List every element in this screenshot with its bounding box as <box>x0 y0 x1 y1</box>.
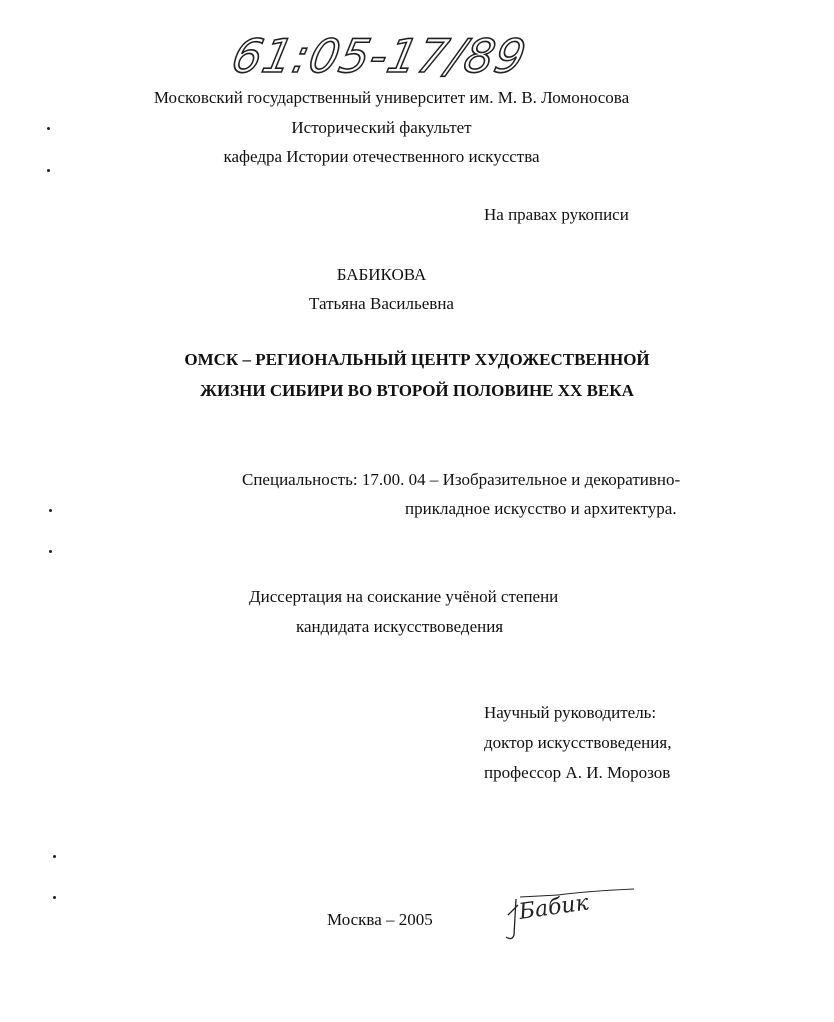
margin-speck <box>47 127 50 130</box>
margin-speck <box>49 550 52 553</box>
handwritten-signature <box>498 875 638 945</box>
supervisor-name: профессор А. И. Морозов <box>484 763 671 782</box>
handwritten-archive-number <box>227 14 532 94</box>
specialty-line1: Специальность: 17.00. 04 – Изобразительное и декоративно- <box>242 470 681 489</box>
signature-text: Бабик <box>517 890 591 925</box>
archive-number-text: 61:05-17/89 <box>227 29 532 83</box>
faculty-name: Исторический факультет <box>291 118 472 137</box>
manuscript-note: На правах рукописи <box>484 205 629 224</box>
city-year: Москва – 2005 <box>327 910 433 929</box>
margin-speck <box>53 855 56 858</box>
margin-speck <box>47 169 50 172</box>
degree-line2: кандидата искусствоведения <box>296 617 504 636</box>
author-given-names: Татьяна Васильевна <box>309 294 454 313</box>
supervisor-degree: доктор искусствоведения, <box>484 733 672 752</box>
specialty-line2: прикладное искусство и архитектура. <box>405 499 677 518</box>
dissertation-title-line2: ЖИЗНИ СИБИРИ ВО ВТОРОЙ ПОЛОВИНЕ ХХ ВЕКА <box>200 381 634 400</box>
degree-line1: Диссертация на соискание учёной степени <box>249 587 559 606</box>
dissertation-title-line1: ОМСК – РЕГИОНАЛЬНЫЙ ЦЕНТР ХУДОЖЕСТВЕННОЙ <box>184 350 650 369</box>
author-surname: БАБИКОВА <box>336 265 427 284</box>
university-name: Московский государственный университет им. М. В. Ломоносова <box>153 88 630 107</box>
margin-speck <box>49 509 52 512</box>
supervisor-label: Научный руководитель: <box>484 703 657 722</box>
department-name: кафедра Истории отечественного искусства <box>223 147 540 166</box>
margin-speck <box>53 896 56 899</box>
